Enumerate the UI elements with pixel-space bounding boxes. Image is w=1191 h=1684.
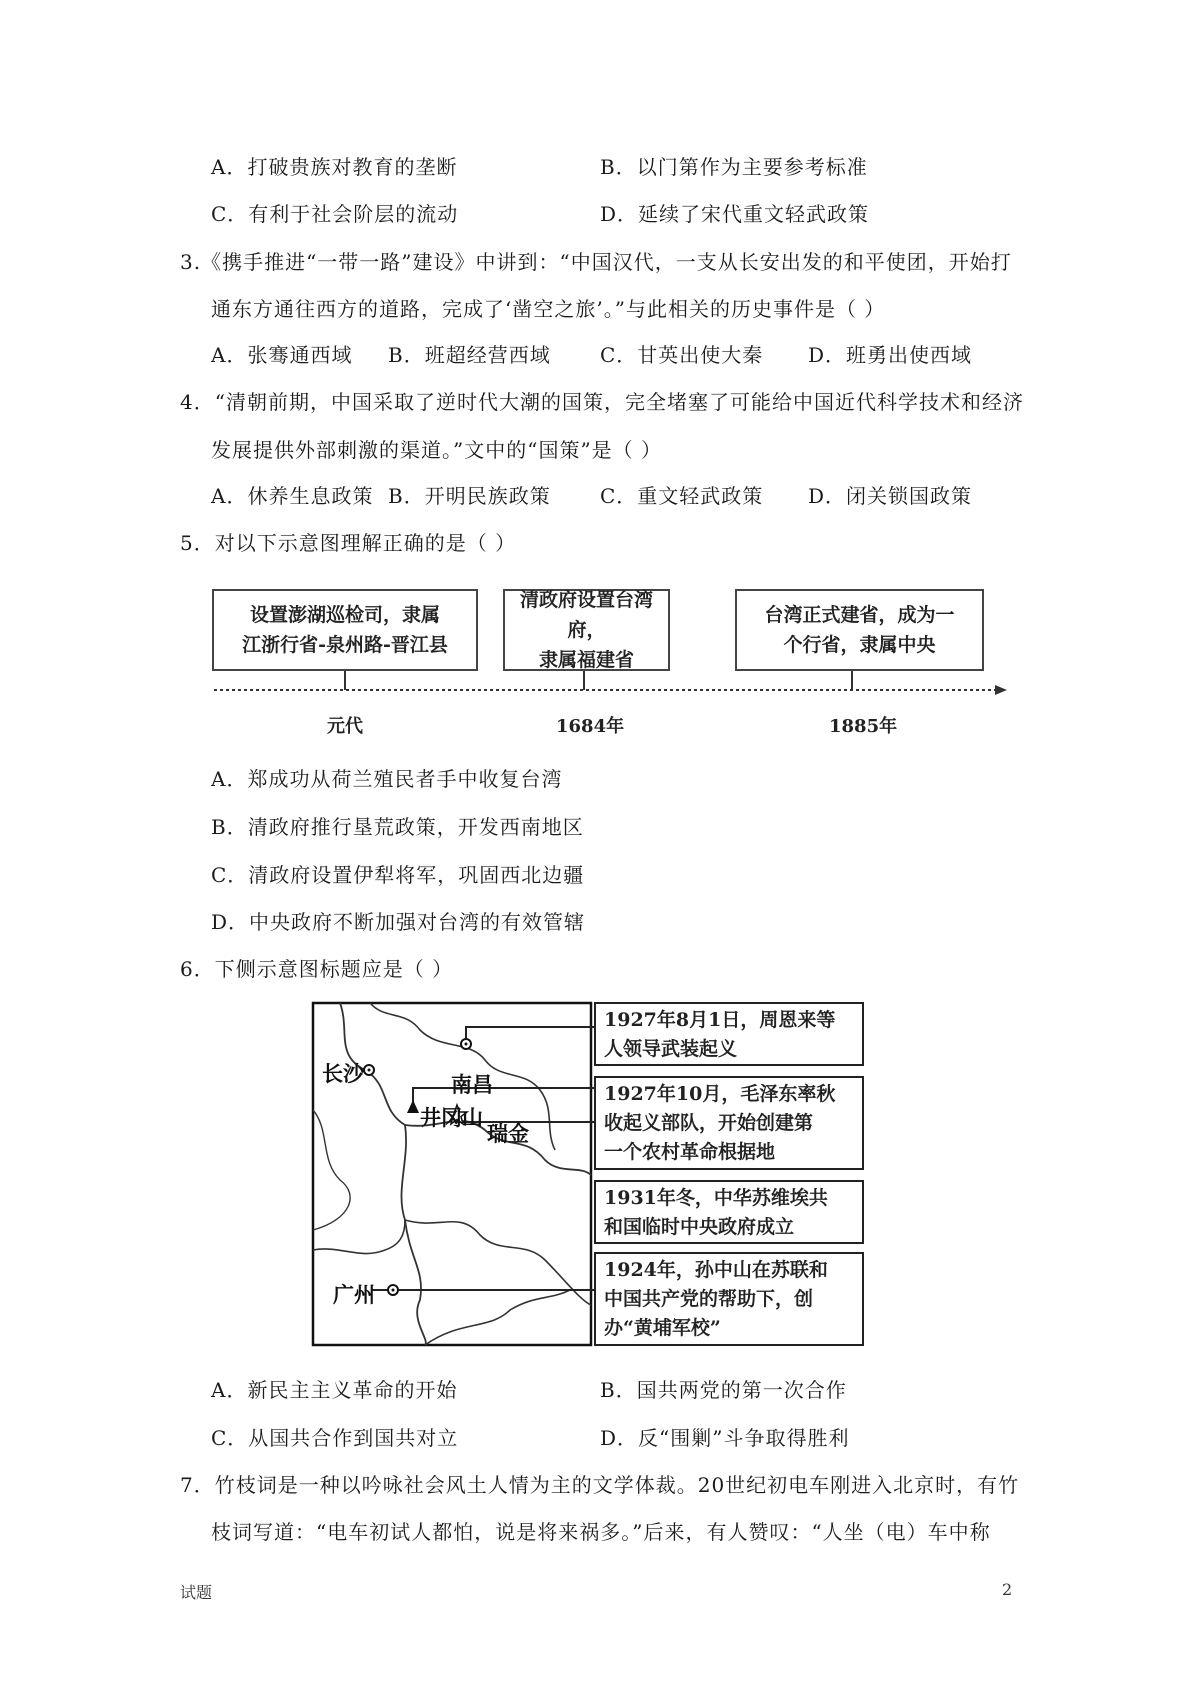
timeline-box-1684-line2: 隶属福建省 (538, 649, 634, 671)
page-number: 2 (1002, 1580, 1013, 1599)
timeline-box-1684 (503, 589, 670, 671)
q4-option-b: B．开明民族政策 (388, 484, 551, 508)
city-nanchang: 南昌 (451, 1072, 493, 1097)
map-event-guangzhou-line2: 中国共产党的帮助下，创 (604, 1288, 814, 1310)
q2-option-a: A．打破贵族对教育的垄断 (211, 155, 458, 179)
map-event-guangzhou-line1: 1924年，孙中山在苏联和 (604, 1259, 828, 1281)
timeline-box-1885-line2: 个行省，隶属中央 (783, 634, 936, 656)
timeline-box-yuan (212, 589, 478, 671)
q4-option-a: A．休养生息政策 (211, 484, 374, 508)
timeline-label-1684: 1684年 (556, 716, 625, 737)
map-event-box-guangzhou (594, 1252, 864, 1346)
timeline-box-yuan-line2: 江浙行省-泉州路-晋江县 (242, 634, 448, 656)
map-event-nanchang-line2: 人领导武装起义 (604, 1038, 738, 1060)
map-event-jinggangshan-line1: 1927年10月，毛泽东率秋 (604, 1083, 836, 1105)
q4-stem-line2: 发展提供外部刺激的渠道。”文中的“国策”是（ ） (211, 438, 663, 462)
map-event-jinggangshan-line3: 一个农村革命根据地 (604, 1141, 776, 1163)
city-guangzhou: 广州 (333, 1282, 375, 1307)
q5-stem: 5．对以下示意图理解正确的是（ ） (180, 531, 517, 555)
q6-option-c: C．从国共合作到国共对立 (211, 1426, 459, 1450)
map-event-box-nanchang (594, 1002, 864, 1066)
q3-stem-line1: 3.《携手推进“一带一路”建设》中讲到：“中国汉代，一支从长安出发的和平使团，开始打 (180, 250, 1012, 274)
map-event-box-ruijin (594, 1180, 864, 1244)
q2-option-c: C．有利于社会阶层的流动 (211, 202, 459, 226)
q4-stem-line1: 4．“清朝前期，中国采取了逆时代大潮的国策，完全堵塞了可能给中国近代科学技术和经济 (180, 390, 1024, 414)
q4-option-d: D．闭关锁国政策 (808, 484, 973, 508)
q3-option-c: C．甘英出使大秦 (600, 343, 764, 367)
timeline-box-1885-line1: 台湾正式建省，成为一 (764, 604, 955, 626)
timeline-box-1684-line1: 清政府设置台湾府， (519, 589, 653, 641)
q2-option-b: B．以门第作为主要参考标准 (600, 155, 868, 179)
q6-stem: 6．下侧示意图标题应是（ ） (180, 957, 454, 981)
footer-label: 试题 (180, 1583, 213, 1602)
q3-option-b: B．班超经营西域 (388, 343, 551, 367)
q3-stem-line2: 通东方通往西方的道路，完成了‘凿空之旅’。”与此相关的历史事件是（ ） (211, 297, 886, 321)
timeline-label-yuan: 元代 (327, 716, 363, 737)
q6-option-b: B．国共两党的第一次合作 (600, 1378, 847, 1402)
timeline-box-1885 (735, 589, 984, 671)
map-event-box-jinggangshan (594, 1076, 864, 1170)
q5-option-d: D．中央政府不断加强对台湾的有效管辖 (211, 910, 586, 934)
q2-option-d: D．延续了宋代重文轻武政策 (600, 202, 870, 226)
q3-option-d: D．班勇出使西域 (808, 343, 973, 367)
q5-option-b: B．清政府推行垦荒政策，开发西南地区 (211, 815, 584, 839)
map-event-ruijin-line2: 和国临时中央政府成立 (604, 1216, 795, 1238)
city-jinggangshan: 井冈山 (420, 1105, 483, 1130)
q5-option-a: A．郑成功从荷兰殖民者手中收复台湾 (211, 767, 563, 791)
q3-option-a: A．张骞通西域 (211, 343, 353, 367)
q6-option-a: A．新民主主义革命的开始 (211, 1378, 458, 1402)
q6-option-d: D．反“围剿”斗争取得胜利 (600, 1426, 850, 1450)
city-ruijin: 瑞金 (487, 1121, 529, 1146)
q7-stem-line1: 7．竹枝词是一种以吟咏社会风土人情为主的文学体裁。20世纪初电车刚进入北京时，有竹 (180, 1473, 1020, 1497)
map-event-nanchang-line1: 1927年8月1日，周恩来等 (604, 1009, 836, 1031)
map-event-jinggangshan-line2: 收起义部队，开始创建第 (604, 1112, 814, 1134)
q7-stem-line2: 枝词写道：“电车初试人都怕，说是将来祸多。”后来，有人赞叹：“人坐（电）车中称 (211, 1520, 991, 1544)
q5-option-c: C．清政府设置伊犁将军，巩固西北边疆 (211, 863, 585, 887)
city-changsha: 长沙 (322, 1061, 364, 1086)
map-event-guangzhou-line3: 办“黄埔军校” (604, 1317, 721, 1339)
map-event-ruijin-line1: 1931年冬，中华苏维埃共 (604, 1187, 828, 1209)
timeline-label-1885: 1885年 (829, 716, 898, 737)
q4-option-c: C．重文轻武政策 (600, 484, 764, 508)
timeline-box-yuan-line1: 设置澎湖巡检司，隶属 (249, 604, 440, 626)
